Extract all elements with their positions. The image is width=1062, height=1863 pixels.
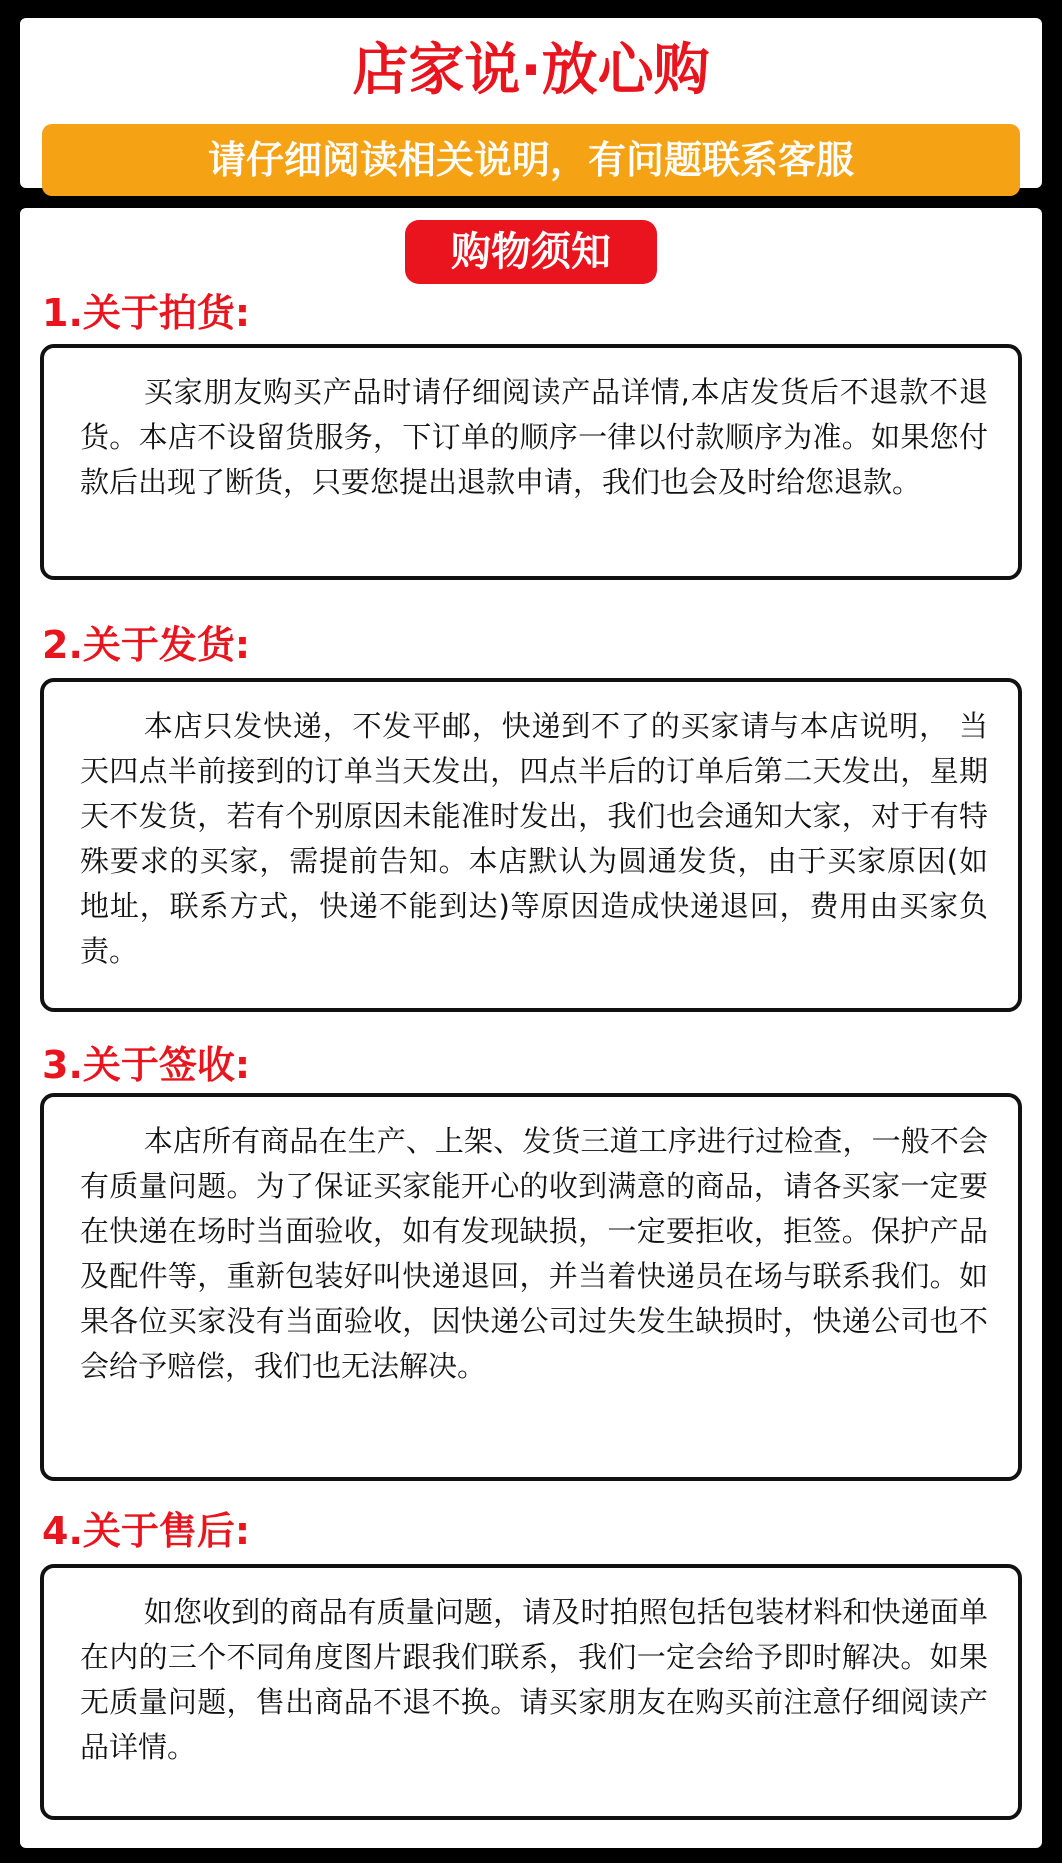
page-title: 店家说·放心购 bbox=[352, 38, 710, 103]
section-title-ordering: 1.关于拍货: bbox=[42, 291, 251, 335]
section-box-ordering bbox=[40, 344, 1022, 580]
section-title-shipping: 2.关于发货: bbox=[42, 623, 251, 667]
section-text-ordering: 买家朋友购买产品时请仔细阅读产品详情,本店发货后不退款不退货。本店不设留货服务，下订单的顺序一律以付款顺序为准。如果您付款后出现了断货，只要您提出退款申请，我们也会及时给您退款。 bbox=[80, 375, 988, 499]
section-text-shipping: 本店只发快递，不发平邮，快递到不了的买家请与本店说明， 当天四点半前接到的订单当天发出，四点半后的订单后第二天发出，星期天不发货，若有个别原因未能准时发出，我们也会通知大家，对于有特殊要求的买家，需提前告知。本店默认为圆通发货，由于买家原因(如地址，联系方式，快递不能到达)等原因造成快递退回，费用由买家负责。 bbox=[80, 709, 988, 968]
section-box-after-sales bbox=[40, 1564, 1022, 1820]
notice-badge: 购物须知 bbox=[405, 220, 657, 284]
shopping-notice-card bbox=[20, 208, 1042, 1848]
section-text-receipt: 本店所有商品在生产、上架、发货三道工序进行过检查，一般不会有质量问题。为了保证买家能开心的收到满意的商品，请各买家一定要在快递在场时当面验收，如有发现缺损，一定要拒收，拒签。保护产品及配件等，重新包装好叫快递退回，并当着快递员在场与联系我们。如果各位买家没有当面验收，因快递公司过失发生缺损时，快递公司也不会给予赔偿，我们也无法解决。 bbox=[80, 1124, 988, 1383]
section-title-after-sales: 4.关于售后: bbox=[42, 1509, 251, 1553]
section-title-receipt: 3.关于签收: bbox=[42, 1043, 251, 1087]
header-banner: 请仔细阅读相关说明，有问题联系客服 bbox=[42, 124, 1020, 196]
section-box-shipping bbox=[40, 678, 1022, 1012]
section-text-after-sales: 如您收到的商品有质量问题，请及时拍照包括包装材料和快递面单在内的三个不同角度图片跟我们联系，我们一定会给予即时解决。如果无质量问题，售出商品不退不换。请买家朋友在购买前注意仔细阅读产品详情。 bbox=[80, 1595, 988, 1764]
header-card bbox=[20, 18, 1042, 188]
section-box-receipt bbox=[40, 1093, 1022, 1481]
